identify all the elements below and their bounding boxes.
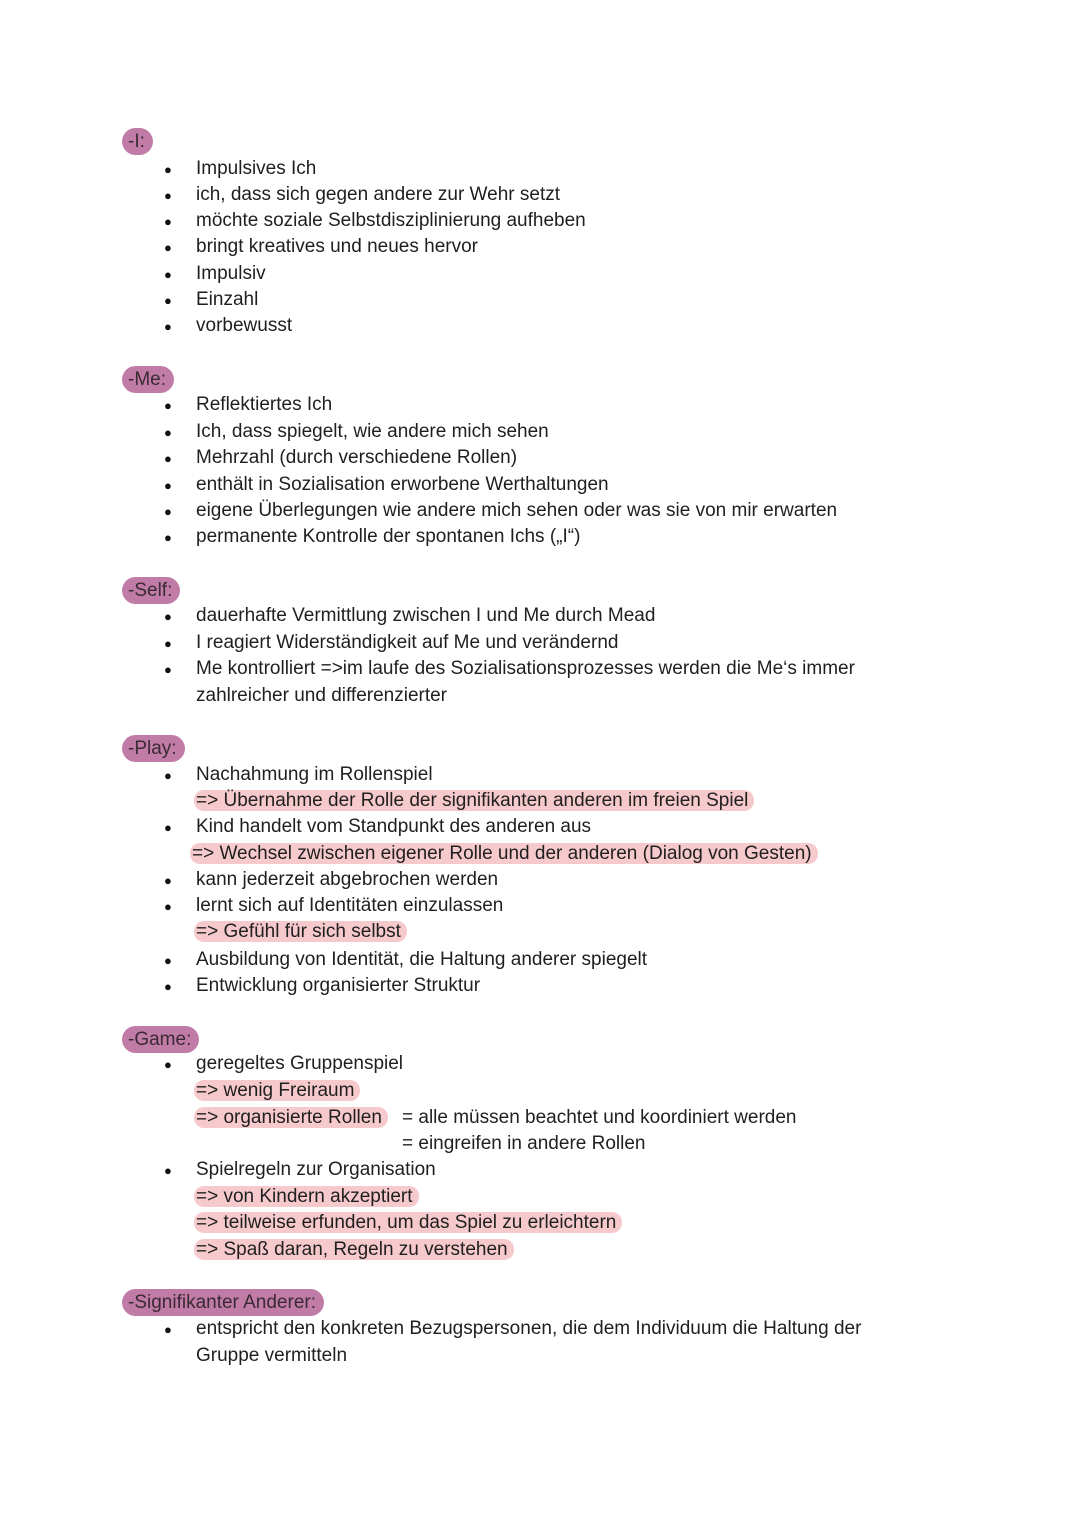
- bullet-icon: [164, 638, 176, 650]
- list-item: möchte soziale Selbstdisziplinierung aufheben: [196, 210, 586, 231]
- sub-item: [196, 789, 754, 813]
- sub-item: [196, 1238, 514, 1262]
- bullet-icon: [164, 770, 176, 782]
- list-item: dauerhafte Vermittlung zwischen I und Me durch Mead: [196, 605, 656, 626]
- list-item: geregeltes Gruppenspiel: [196, 1053, 404, 1074]
- sub-item: [192, 842, 818, 866]
- list-item: Spielregeln zur Organisation: [196, 1159, 436, 1180]
- bullet-icon: [164, 901, 176, 913]
- bullet-icon: [164, 955, 176, 967]
- list-item: Kind handelt vom Standpunkt des anderen aus: [196, 816, 592, 837]
- bullet-icon: [164, 532, 176, 544]
- highlighted-text: => organisierte Rollen: [194, 1107, 388, 1128]
- bullet-icon: [164, 981, 176, 993]
- highlighted-text: => Spaß daran, Regeln zu verstehen: [194, 1239, 514, 1260]
- highlighted-text: => wenig Freiraum: [194, 1080, 360, 1101]
- bullet-icon: [164, 190, 176, 202]
- heading-signifikanter-anderer: -Signifikanter Anderer:: [122, 1289, 324, 1316]
- list-item: Ausbildung von Identität, die Haltung anderer spiegelt: [196, 949, 648, 970]
- list-item: Reflektiertes Ich: [196, 394, 333, 415]
- list-item: vorbewusst: [196, 315, 293, 336]
- sub-item: [196, 1106, 388, 1130]
- list-item: Impulsives Ich: [196, 158, 317, 179]
- bullet-icon: [164, 611, 176, 623]
- list-item-continuation: zahlreicher und differenzierter: [196, 685, 448, 706]
- list-item: eigene Überlegungen wie andere mich sehen oder was sie von mir erwarten: [196, 500, 838, 521]
- list-item: kann jederzeit abgebrochen werden: [196, 869, 499, 890]
- highlighted-text: => Gefühl für sich selbst: [194, 921, 407, 942]
- list-item: permanente Kontrolle der spontanen Ichs („I“): [196, 526, 581, 547]
- list-item: Nachahmung im Rollenspiel: [196, 764, 433, 785]
- list-item: lernt sich auf Identitäten einzulassen: [196, 895, 504, 916]
- bullet-icon: [164, 480, 176, 492]
- bullet-icon: [164, 1324, 176, 1336]
- bullet-icon: [164, 1165, 176, 1177]
- list-item: Mehrzahl (durch verschiedene Rollen): [196, 447, 518, 468]
- list-item: Me kontrolliert =>im laufe des Sozialisationsprozesses werden die Me‘s immer: [196, 658, 855, 679]
- list-item-continuation: Gruppe vermitteln: [196, 1345, 348, 1366]
- bullet-icon: [164, 875, 176, 887]
- list-item: entspricht den konkreten Bezugspersonen, die dem Individuum die Haltung der: [196, 1318, 862, 1339]
- heading-game: -Game:: [122, 1026, 199, 1053]
- bullet-icon: [164, 506, 176, 518]
- bullet-icon: [164, 664, 176, 676]
- list-item: bringt kreatives und neues hervor: [196, 236, 478, 257]
- list-item: Entwicklung organisierter Struktur: [196, 975, 481, 996]
- highlighted-text: => von Kindern akzeptiert: [194, 1186, 419, 1207]
- list-item: ich, dass sich gegen andere zur Wehr setzt: [196, 184, 561, 205]
- list-item: Impulsiv: [196, 263, 266, 284]
- bullet-icon: [164, 427, 176, 439]
- bullet-icon: [164, 164, 176, 176]
- sub-item: [196, 1211, 622, 1235]
- heading-play: -Play:: [122, 735, 185, 762]
- bullet-icon: [164, 453, 176, 465]
- bullet-icon: [164, 269, 176, 281]
- bullet-icon: [164, 242, 176, 254]
- list-item: Ich, dass spiegelt, wie andere mich sehen: [196, 421, 549, 442]
- highlighted-text: => Übernahme der Rolle der signifikanten anderen im freien Spiel: [194, 790, 754, 811]
- bullet-icon: [164, 822, 176, 834]
- bullet-icon: [164, 321, 176, 333]
- list-item: enthält in Sozialisation erworbene Werthaltungen: [196, 474, 609, 495]
- highlighted-text: => Wechsel zwischen eigener Rolle und der anderen (Dialog von Gesten): [190, 843, 818, 864]
- bullet-icon: [164, 1059, 176, 1071]
- bullet-icon: [164, 295, 176, 307]
- list-item: Einzahl: [196, 289, 259, 310]
- sub-item: [196, 920, 407, 944]
- definition-text: = alle müssen beachtet und koordiniert werden: [402, 1107, 797, 1128]
- bullet-icon: [164, 400, 176, 412]
- list-item: I reagiert Widerständigkeit auf Me und verändernd: [196, 632, 619, 653]
- heading-me: -Me:: [122, 366, 174, 393]
- heading-i: -I:: [122, 128, 153, 155]
- bullet-icon: [164, 216, 176, 228]
- heading-self: -Self:: [122, 577, 180, 604]
- sub-item: [196, 1185, 419, 1209]
- highlighted-text: => teilweise erfunden, um das Spiel zu erleichtern: [194, 1212, 622, 1233]
- definition-text: = eingreifen in andere Rollen: [402, 1133, 646, 1154]
- sub-item: [196, 1079, 360, 1103]
